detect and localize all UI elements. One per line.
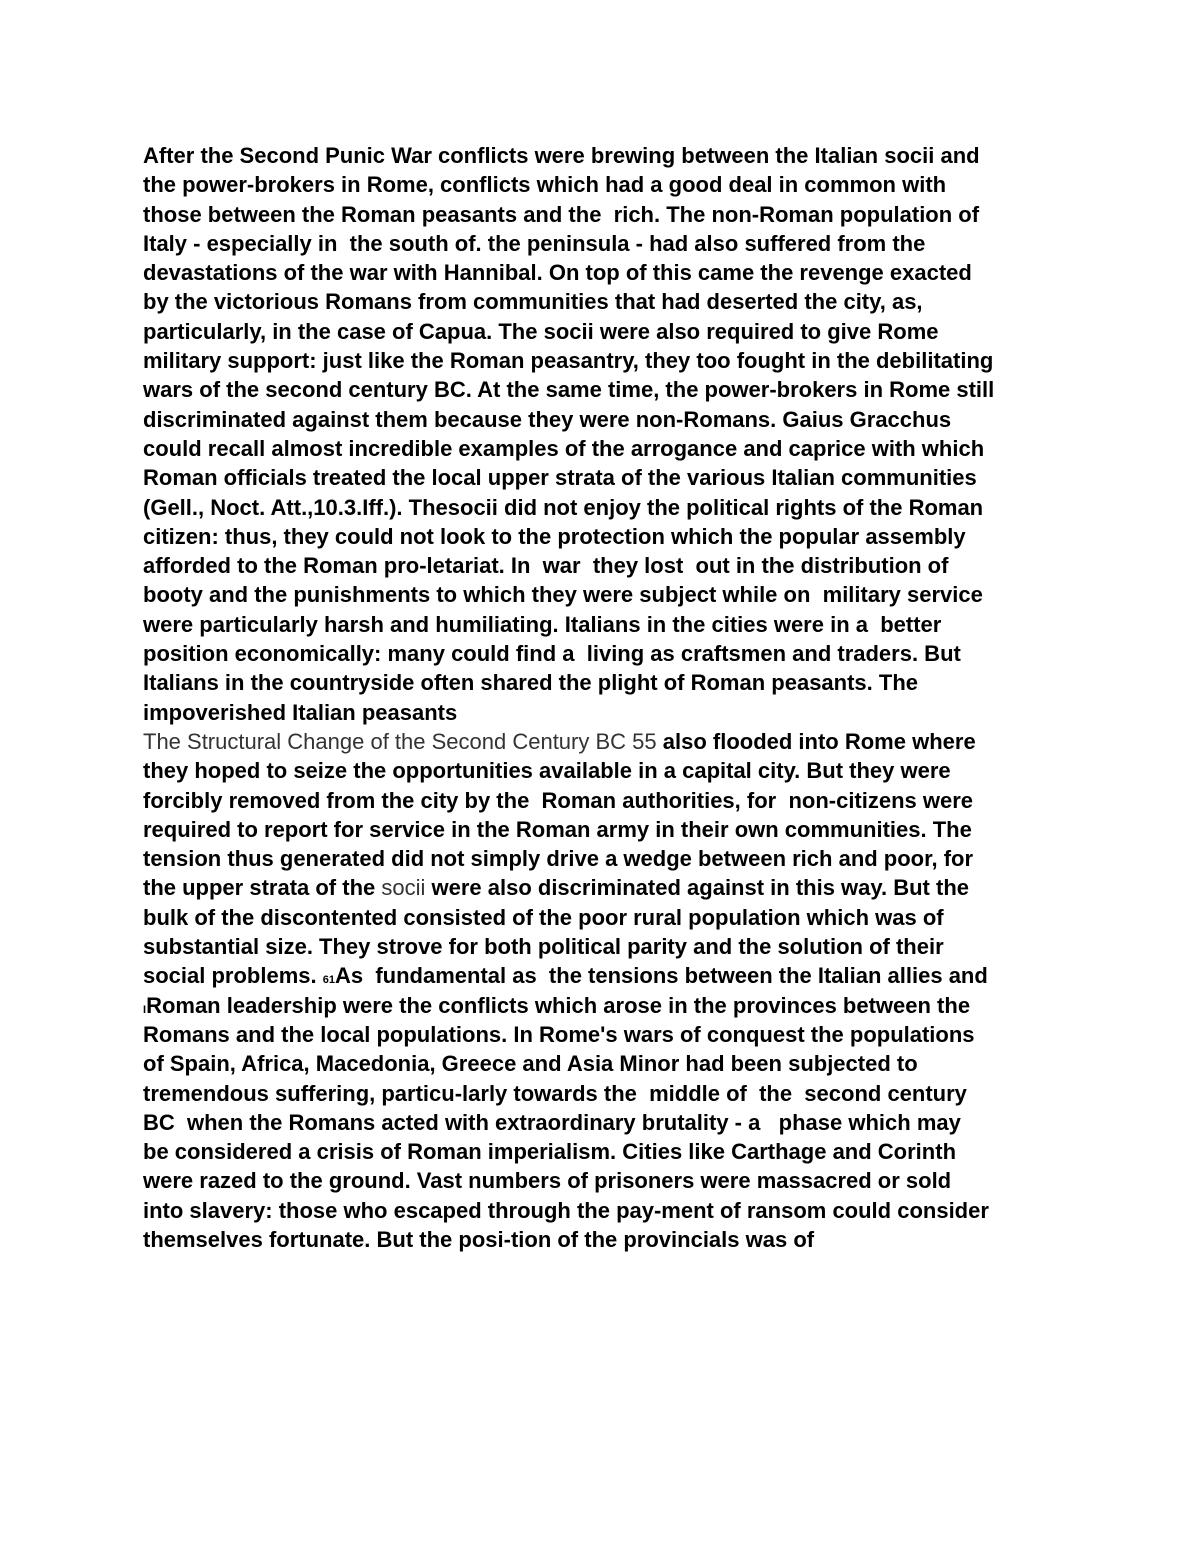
text-line: afforded to the Roman pro-letariat. In war they lost out in the distribution of: [143, 553, 949, 579]
text-fragment: As fundamental as the tensions between the Italian allies and: [334, 963, 988, 989]
text-line: tremendous suffering, particu-larly towards the middle of the second century: [143, 1080, 967, 1106]
text-line: by the victorious Romans from communities that had deserted the city, as,: [143, 289, 923, 315]
text-line: tension thus generated did not simply drive a wedge between rich and poor, for: [143, 846, 974, 872]
text-line: of Spain, Africa, Macedonia, Greece and Asia Minor had been subjected to: [143, 1051, 918, 1077]
text-line: (Gell., Noct. Att.,10.3.Iff.). Thesocii did not enjoy the political rights of the Roman: [143, 494, 984, 520]
text-fragment: Roman leadership were the conflicts which arose in the provinces between the: [146, 992, 971, 1018]
text-line: substantial size. They strove for both political parity and the solution of their: [143, 934, 944, 960]
text-line: were razed to the ground. Vast numbers of prisoners were massacred or sold: [143, 1168, 952, 1194]
text-line: they hoped to seize the opportunities available in a capital city. But they were: [143, 758, 951, 784]
text-line: could recall almost incredible examples of the arrogance and caprice with which: [143, 435, 985, 461]
text-line: [143, 991, 1073, 1020]
text-line: Romans and the local populations. In Rome's wars of conquest the populations: [143, 1021, 975, 1047]
text-line: themselves fortunate. But the posi-tion of the provincials was of: [143, 1226, 815, 1252]
text-line: wars of the second century BC. At the same time, the power-brokers in Rome still: [143, 377, 995, 403]
text-line: citizen: thus, they could not look to the protection which the popular assembly: [143, 523, 966, 549]
text-line: position economically: many could find a living as craftsmen and traders. But: [143, 641, 961, 667]
text-line: into slavery: those who escaped through the pay-ment of ransom could consider: [143, 1197, 989, 1223]
text-line: bulk of the discontented consisted of the poor rural population which was of: [143, 904, 944, 930]
page-marker: 61: [322, 974, 335, 987]
text-line: particularly, in the case of Capua. The socii were also required to give Rome: [143, 318, 939, 344]
text-line: Italians in the countryside often shared the plight of Roman peasants. The: [143, 670, 918, 696]
text-line: devastations of the war with Hannibal. On top of this came the revenge exacted: [143, 260, 972, 286]
text-line: required to report for service in the Roman army in their own communities. The: [143, 816, 972, 842]
text-line: Italy - especially in the south of. the peninsula - had also suffered from the: [143, 230, 926, 256]
text-fragment: also flooded into Rome where: [656, 728, 976, 754]
running-header: The Structural Change of the Second Century BC 55: [143, 728, 657, 754]
text-line: military support: just like the Roman peasantry, they too fought in the debilitating: [143, 348, 994, 374]
text-line: the power-brokers in Rome, conflicts which had a good deal in common with: [143, 172, 947, 198]
text-line: [143, 961, 1073, 990]
text-line: discriminated against them because they were non-Romans. Gaius Gracchus: [143, 406, 952, 432]
body-text: [143, 141, 1073, 1254]
text-line: impoverished Italian peasants: [143, 699, 458, 725]
text-fragment: social problems.: [143, 963, 323, 989]
text-line: Roman officials treated the local upper strata of the various Italian communities: [143, 465, 977, 491]
text-line: be considered a crisis of Roman imperialism. Cities like Carthage and Corinth: [143, 1139, 957, 1165]
text-line: After the Second Punic War conflicts were brewing between the Italian socii and: [143, 143, 980, 168]
text-fragment: the upper strata of the: [143, 875, 382, 901]
text-fragment: were also discriminated against in this way. But the: [425, 875, 969, 901]
line-marker: I: [143, 1003, 147, 1016]
text-line: BC when the Romans acted with extraordinary brutality - a phase which may: [143, 1109, 961, 1135]
text-line-with-running-header: [143, 727, 1073, 756]
text-line: booty and the punishments to which they were subject while on military service: [143, 582, 983, 608]
text-line: those between the Roman peasants and the rich. The non-Roman population of: [143, 201, 980, 227]
text-line: [143, 873, 1073, 902]
text-line: were particularly harsh and humiliating. Italians in the cities were in a better: [143, 611, 942, 637]
italic-term-socii: socii: [381, 875, 426, 901]
text-line: forcibly removed from the city by the Roman authorities, for non-citizens were: [143, 787, 974, 813]
